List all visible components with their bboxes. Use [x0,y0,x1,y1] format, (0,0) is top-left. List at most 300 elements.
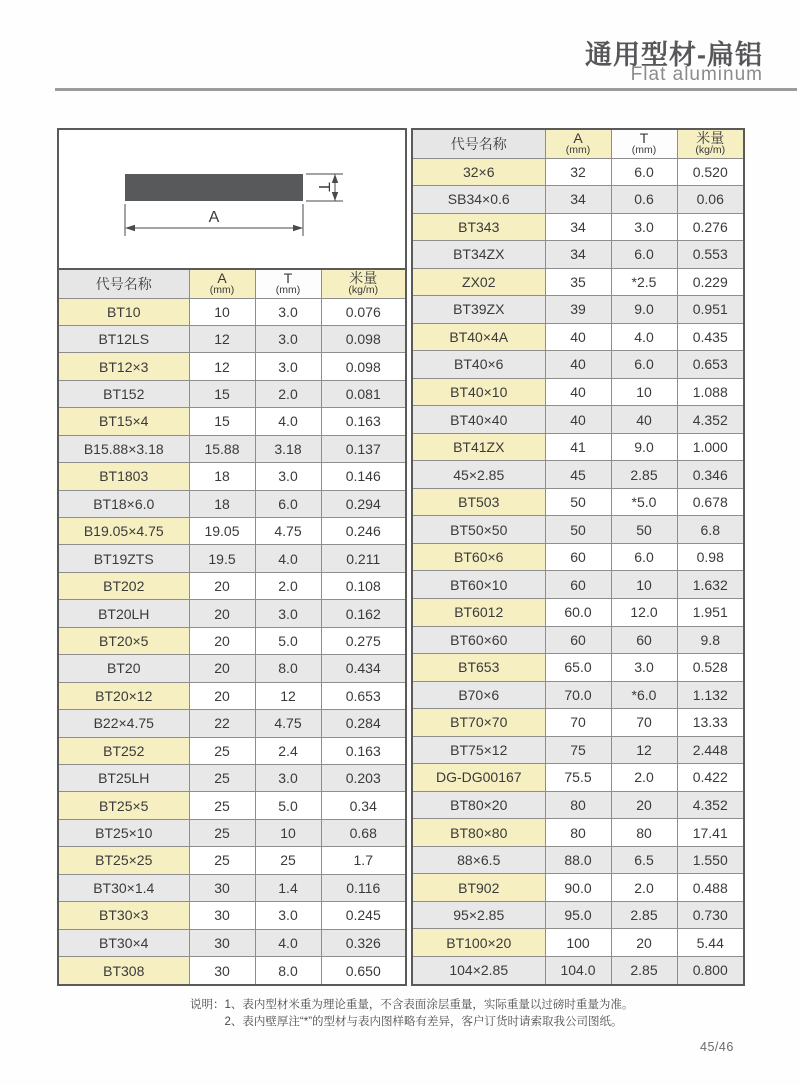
table-row [58,435,406,462]
cell-t: 40 [611,406,677,434]
table-row [58,353,406,380]
table-row [412,186,744,214]
dimension-a-label: A [208,209,220,226]
cell-weight: 1.088 [677,378,744,406]
table-header-row [58,269,406,298]
cell-weight: 0.488 [677,874,744,902]
column-header-weight [321,269,406,298]
cell-a: 80 [545,791,611,819]
cell-t: 10 [255,819,321,846]
cell-code: BT60×10 [412,571,545,599]
cell-code: BT12×3 [58,353,189,380]
column-header-t [611,129,677,158]
table-row [412,736,744,764]
cell-weight: 0.137 [321,435,406,462]
cell-code: BT30×4 [58,929,189,956]
cell-t: 1.4 [255,874,321,901]
table-row [58,874,406,901]
cell-code: BT75×12 [412,736,545,764]
cell-t: 3.0 [255,463,321,490]
cell-t: 70 [611,709,677,737]
cell-t: 20 [611,929,677,957]
cell-weight: 0.162 [321,600,406,627]
cell-weight: 1.550 [677,846,744,874]
table-row [412,323,744,351]
cell-weight: 0.284 [321,710,406,737]
column-header-weight-unit: (kg/m) [348,284,379,297]
cell-a: 40 [545,406,611,434]
cell-t: 4.75 [255,710,321,737]
cell-t: 3.0 [611,654,677,682]
cell-code: BT20×12 [58,682,189,709]
table-row [412,488,744,516]
cell-a: 65.0 [545,654,611,682]
header-divider [55,88,797,91]
cell-weight: 0.116 [321,874,406,901]
table-row [58,792,406,819]
cell-code: BT70×70 [412,709,545,737]
cell-a: 75 [545,736,611,764]
table-row [58,819,406,846]
table-row [58,545,406,572]
table-row [412,681,744,709]
cell-a: 18 [189,490,255,517]
cell-a: 50 [545,488,611,516]
cell-a: 25 [189,819,255,846]
table-row [412,599,744,627]
cell-code: BT30×3 [58,902,189,929]
cell-weight: 1.000 [677,433,744,461]
footnote-lines [225,997,634,1031]
cell-t: 6.0 [611,351,677,379]
table-row [412,268,744,296]
cell-a: 20 [189,627,255,654]
cell-a: 100 [545,929,611,957]
cell-weight: 0.800 [677,956,744,985]
cell-weight: 0.211 [321,545,406,572]
cell-t: 4.75 [255,518,321,545]
cell-code: BT308 [58,957,189,986]
cell-a: 40 [545,378,611,406]
cell-a: 10 [189,298,255,325]
cell-code: B15.88×3.18 [58,435,189,462]
column-header-t-unit: (mm) [275,284,301,297]
cell-code: BT18×6.0 [58,490,189,517]
cell-a: 45 [545,461,611,489]
cell-a: 25 [189,737,255,764]
cell-t: 9.0 [611,433,677,461]
cell-t: 3.0 [255,353,321,380]
cell-a: 30 [189,902,255,929]
cell-code: BT252 [58,737,189,764]
cell-a: 50 [545,516,611,544]
table-row [412,654,744,682]
table-row [58,847,406,874]
cell-t: 25 [255,847,321,874]
cell-weight: 0.098 [321,325,406,352]
cell-a: 20 [189,572,255,599]
cell-weight: 0.730 [677,901,744,929]
cell-t: 6.0 [611,241,677,269]
cell-code: BT20×5 [58,627,189,654]
table-row [58,655,406,682]
cell-weight: 4.352 [677,406,744,434]
column-header-a [545,129,611,158]
cell-t: 80 [611,819,677,847]
spec-table-left [57,268,407,986]
table-row [58,490,406,517]
table-row [412,819,744,847]
cell-code: 32×6 [412,158,545,186]
cell-t: 2.4 [255,737,321,764]
footnotes [190,997,633,1031]
cell-t: 3.0 [611,213,677,241]
footnote-line-2: 2、表内壁厚注“*”的型材与表内图样略有差异，客户订货时请索取我公司图纸。 [224,1016,623,1028]
table-row [412,874,744,902]
cell-a: 60 [545,571,611,599]
cell-t: 60 [611,626,677,654]
cell-code: BT12LS [58,325,189,352]
cell-weight: 0.68 [321,819,406,846]
table-row [412,929,744,957]
cell-weight: 0.326 [321,929,406,956]
cell-a: 95.0 [545,901,611,929]
right-column [411,128,745,986]
table-row [412,901,744,929]
cell-t: 5.0 [255,792,321,819]
cell-a: 60 [545,543,611,571]
cell-t: 2.85 [611,461,677,489]
cell-a: 15 [189,380,255,407]
cell-code: 45×2.85 [412,461,545,489]
cell-t: 4.0 [255,929,321,956]
cell-t: 2.85 [611,901,677,929]
cell-a: 104.0 [545,956,611,985]
table-row [412,241,744,269]
column-header-a-unit: (mm) [565,144,591,157]
cell-a: 40 [545,323,611,351]
cell-weight: 0.98 [677,543,744,571]
table-row [58,764,406,791]
cell-t: 6.0 [611,543,677,571]
cell-weight: 0.650 [321,957,406,986]
cell-code: BT25×5 [58,792,189,819]
cell-t: 4.0 [255,545,321,572]
table-row [412,846,744,874]
cell-a: 30 [189,957,255,986]
cell-weight: 2.448 [677,736,744,764]
cell-a: 30 [189,874,255,901]
cell-weight: 1.132 [677,681,744,709]
table-row [58,902,406,929]
cell-code: 104×2.85 [412,956,545,985]
cell-weight: 0.163 [321,408,406,435]
column-header-code-label: 代号名称 [450,135,507,152]
cell-a: 12 [189,325,255,352]
cell-code: BT20LH [58,600,189,627]
cell-weight: 0.422 [677,764,744,792]
table-row [58,380,406,407]
column-header-weight-unit: (kg/m) [695,144,726,157]
cell-t: 2.0 [255,380,321,407]
cell-weight: 0.076 [321,298,406,325]
table-header-row [412,129,744,158]
table-row [412,213,744,241]
table-row [412,764,744,792]
cell-code: BT41ZX [412,433,545,461]
cell-code: BT15×4 [58,408,189,435]
cell-code: ZX02 [412,268,545,296]
cell-weight: 1.632 [677,571,744,599]
cell-weight: 13.33 [677,709,744,737]
cell-code: SB34×0.6 [412,186,545,214]
table-row [412,406,744,434]
cell-t: 2.0 [611,764,677,792]
cell-code: BT6012 [412,599,545,627]
cell-a: 75.5 [545,764,611,792]
cell-weight: 0.275 [321,627,406,654]
column-header-t-unit: (mm) [631,144,657,157]
table-row [58,463,406,490]
table-row [412,296,744,324]
cell-code: BT902 [412,874,545,902]
cell-weight: 17.41 [677,819,744,847]
cell-weight: 0.276 [677,213,744,241]
cell-t: 0.6 [611,186,677,214]
cell-weight: 0.108 [321,572,406,599]
cell-a: 22 [189,710,255,737]
cell-t: 12 [611,736,677,764]
cell-weight: 0.553 [677,241,744,269]
cell-code: BT40×40 [412,406,545,434]
cell-t: 3.0 [255,902,321,929]
cell-a: 12 [189,353,255,380]
cell-code: B70×6 [412,681,545,709]
cell-a: 90.0 [545,874,611,902]
cell-code: BT100×20 [412,929,545,957]
cell-a: 35 [545,268,611,296]
cell-a: 20 [189,655,255,682]
cell-t: *6.0 [611,681,677,709]
table-row [58,957,406,986]
table-row [58,298,406,325]
cell-weight: 0.678 [677,488,744,516]
table-row [412,433,744,461]
cell-a: 25 [189,847,255,874]
cell-code: BT25LH [58,764,189,791]
cell-weight: 0.246 [321,518,406,545]
cell-code: B19.05×4.75 [58,518,189,545]
cell-t: 2.0 [611,874,677,902]
cell-weight: 4.352 [677,791,744,819]
cell-t: 9.0 [611,296,677,324]
cell-code: BT1803 [58,463,189,490]
table-row [412,571,744,599]
cell-code: 88×6.5 [412,846,545,874]
cell-weight: 0.34 [321,792,406,819]
cell-t: 6.0 [611,158,677,186]
table-row [58,518,406,545]
cell-code: BT80×20 [412,791,545,819]
column-header-a [189,269,255,298]
cell-weight: 0.520 [677,158,744,186]
cell-a: 88.0 [545,846,611,874]
cell-a: 20 [189,600,255,627]
cell-code: BT39ZX [412,296,545,324]
cell-t: 20 [611,791,677,819]
cell-t: 10 [611,378,677,406]
cell-a: 15.88 [189,435,255,462]
cell-weight: 0.081 [321,380,406,407]
cell-code: BT25×25 [58,847,189,874]
cell-t: 8.0 [255,655,321,682]
cell-weight: 0.528 [677,654,744,682]
profile-diagram [57,128,407,268]
cell-code: BT19ZTS [58,545,189,572]
table-row [412,516,744,544]
cell-a: 60 [545,626,611,654]
table-row [58,929,406,956]
flat-profile-drawing [59,130,405,268]
cell-code: BT60×6 [412,543,545,571]
cell-a: 20 [189,682,255,709]
table-row [412,461,744,489]
cell-t: 10 [611,571,677,599]
cell-t: 12 [255,682,321,709]
spec-table-right [411,128,745,986]
cell-code: DG-DG00167 [412,764,545,792]
cell-t: 3.0 [255,298,321,325]
cell-t: 3.0 [255,325,321,352]
cell-a: 34 [545,241,611,269]
cell-code: B22×4.75 [58,710,189,737]
cell-t: *5.0 [611,488,677,516]
column-header-code [412,129,545,158]
cell-a: 30 [189,929,255,956]
table-row [412,378,744,406]
cell-code: BT503 [412,488,545,516]
column-header-t [255,269,321,298]
cell-a: 70 [545,709,611,737]
cell-a: 15 [189,408,255,435]
table-row [412,158,744,186]
cell-a: 25 [189,764,255,791]
cell-t: 50 [611,516,677,544]
cell-a: 19.05 [189,518,255,545]
cell-code: 95×2.85 [412,901,545,929]
profile-rect [125,174,303,201]
table-row [58,682,406,709]
table-row [58,737,406,764]
cell-a: 80 [545,819,611,847]
table-row [412,351,744,379]
column-header-code-label: 代号名称 [95,275,152,292]
cell-a: 70.0 [545,681,611,709]
cell-code: BT202 [58,572,189,599]
cell-t: 4.0 [611,323,677,351]
table-row [412,956,744,985]
cell-weight: 0.951 [677,296,744,324]
footnote-line-1: 1、表内型材米重为理论重量，不含表面涂层重量，实际重量以过磅时重量为准。 [224,999,634,1011]
column-header-t-label: T [283,270,293,287]
cell-code: BT40×6 [412,351,545,379]
table-row [412,543,744,571]
cell-a: 32 [545,158,611,186]
cell-code: BT60×60 [412,626,545,654]
footnote-label: 说明： [190,999,225,1011]
cell-a: 41 [545,433,611,461]
table-row [58,325,406,352]
cell-weight: 0.229 [677,268,744,296]
column-header-t-label: T [639,130,649,147]
cell-a: 34 [545,186,611,214]
cell-code: BT30×1.4 [58,874,189,901]
cell-code: BT20 [58,655,189,682]
table-row [58,627,406,654]
column-header-weight [677,129,744,158]
table-row [58,600,406,627]
cell-weight: 9.8 [677,626,744,654]
cell-code: BT653 [412,654,545,682]
cell-t: 3.0 [255,764,321,791]
cell-weight: 1.951 [677,599,744,627]
cell-weight: 0.653 [677,351,744,379]
cell-weight: 0.245 [321,902,406,929]
cell-weight: 0.203 [321,764,406,791]
cell-t: 2.0 [255,572,321,599]
cell-code: BT343 [412,213,545,241]
cell-a: 60.0 [545,599,611,627]
cell-weight: 0.146 [321,463,406,490]
table-row [412,791,744,819]
content-block [57,128,745,986]
table-row [412,709,744,737]
column-header-weight-label: 米量 [696,130,725,147]
column-header-a-label: A [573,130,583,147]
cell-weight: 0.163 [321,737,406,764]
cell-a: 19.5 [189,545,255,572]
cell-weight: 5.44 [677,929,744,957]
table-row [58,572,406,599]
cell-t: 3.0 [255,600,321,627]
cell-t: *2.5 [611,268,677,296]
cell-code: BT10 [58,298,189,325]
page-title: 通用型材-扁铝 [585,40,763,70]
cell-code: BT50×50 [412,516,545,544]
cell-t: 4.0 [255,408,321,435]
cell-code: BT40×4A [412,323,545,351]
cell-weight: 0.434 [321,655,406,682]
left-column [57,128,407,986]
table-row [58,710,406,737]
cell-code: BT34ZX [412,241,545,269]
cell-weight: 0.06 [677,186,744,214]
cell-code: BT25×10 [58,819,189,846]
cell-code: BT80×80 [412,819,545,847]
cell-weight: 0.435 [677,323,744,351]
cell-a: 40 [545,351,611,379]
cell-weight: 0.346 [677,461,744,489]
cell-t: 3.18 [255,435,321,462]
column-header-a-label: A [217,270,227,287]
cell-code: BT152 [58,380,189,407]
cell-t: 8.0 [255,957,321,986]
page-subtitle: Flat aluminum [630,64,763,85]
column-header-code [58,269,189,298]
cell-a: 25 [189,792,255,819]
cell-a: 34 [545,213,611,241]
cell-a: 18 [189,463,255,490]
